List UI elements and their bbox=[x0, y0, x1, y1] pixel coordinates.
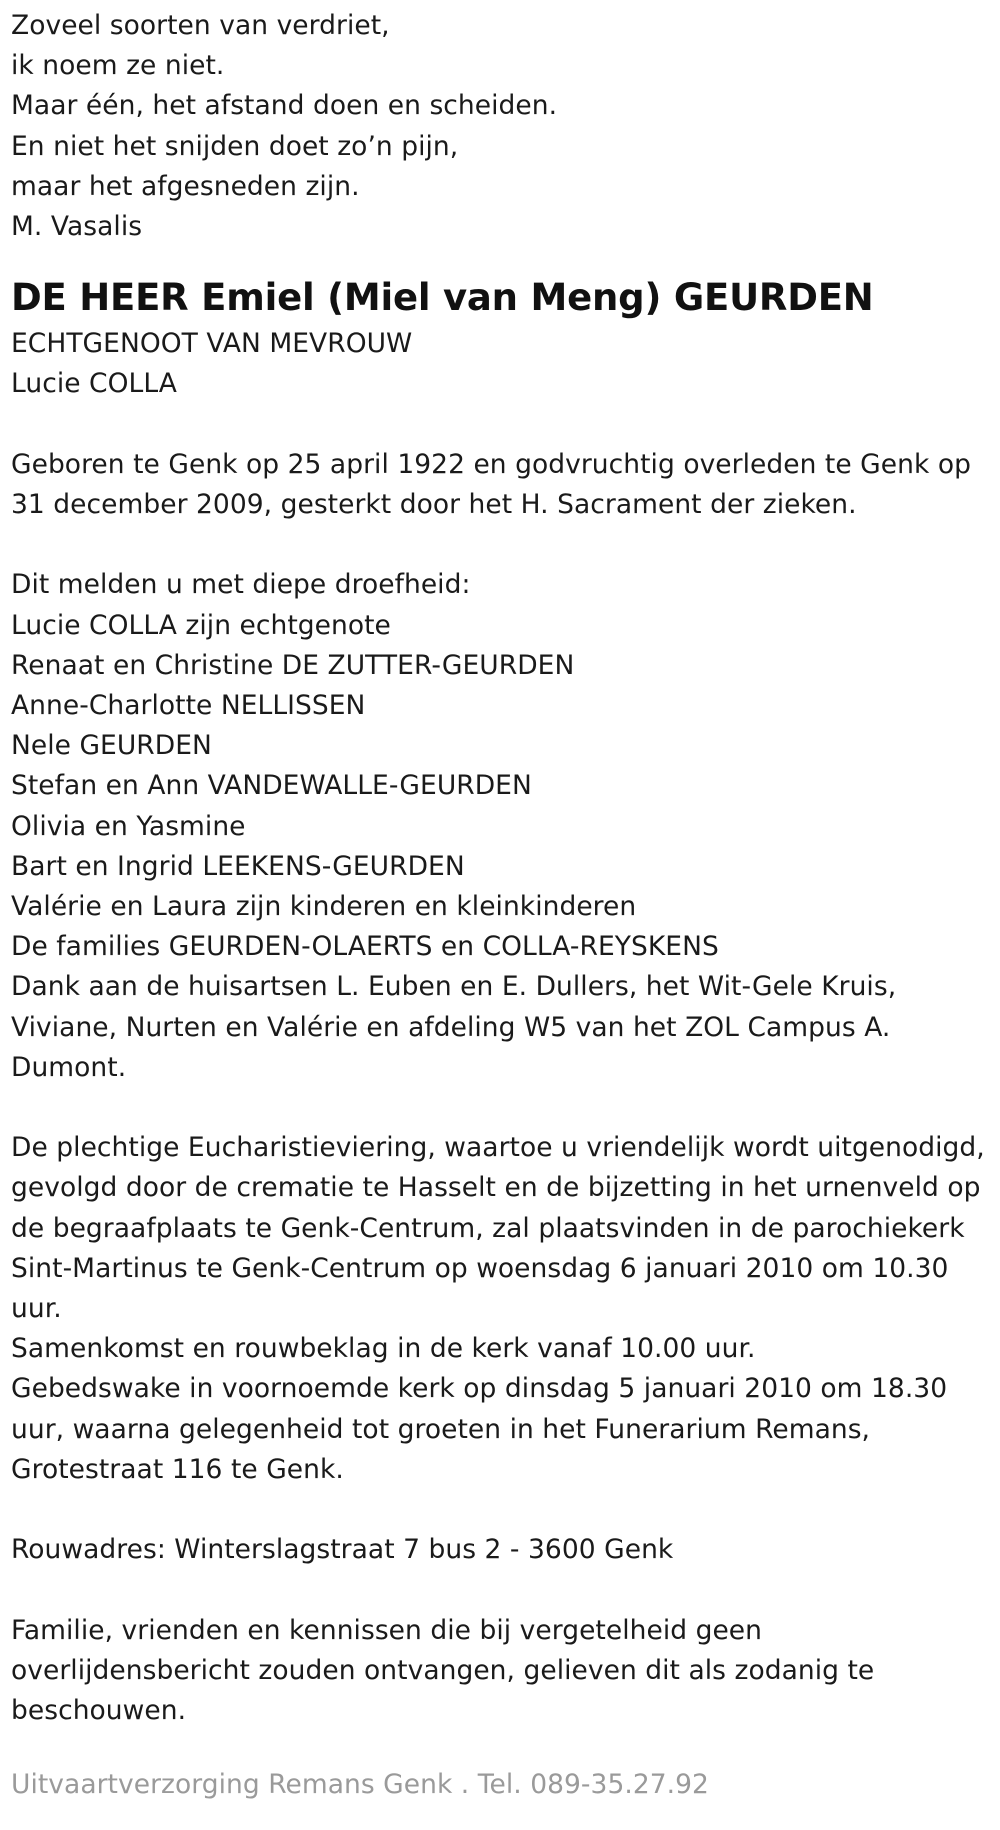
notice-line: Familie, vrienden en kennissen die bij vergetelheid geen bbox=[11, 1614, 763, 1646]
ceremony-line: De plechtige Eucharistieviering, waartoe u vriendelijk wordt uitgenodigd, bbox=[11, 1132, 985, 1164]
mourner-name: Bart en Ingrid LEEKENS-GEURDEN bbox=[11, 850, 465, 882]
spacer bbox=[11, 1731, 996, 1765]
spacer bbox=[11, 405, 996, 445]
paragraph-line: 31 december 2009, gesterkt door het H. Sacrament der zieken. bbox=[11, 489, 857, 521]
spacer bbox=[11, 247, 996, 272]
deceased-relation: ECHTGENOOT VAN MEVROUW bbox=[11, 328, 413, 360]
mourner-name: Olivia en Yasmine bbox=[11, 810, 246, 842]
mourner-name: Renaat en Christine DE ZUTTER-GEURDEN bbox=[11, 649, 575, 681]
poem-line: maar het afgesneden zijn. bbox=[11, 170, 360, 202]
mourner-name: Lucie COLLA zijn echtgenote bbox=[11, 609, 391, 641]
mourners-list bbox=[11, 565, 996, 1088]
poem-author: M. Vasalis bbox=[11, 211, 143, 243]
notice-paragraph bbox=[11, 1611, 996, 1732]
ceremony-line: de begraafplaats te Genk-Centrum, zal plaatsvinden in de parochiekerk bbox=[11, 1212, 965, 1244]
ceremony-line: gevolgd door de crematie te Hasselt en de bijzetting in het urnenveld op bbox=[11, 1172, 981, 1204]
thanks-line: Viviane, Nurten en Valérie en afdeling W5 van het ZOL Campus A. bbox=[11, 1011, 891, 1043]
mourner-name: Anne-Charlotte NELLISSEN bbox=[11, 690, 366, 722]
thanks-line: Dumont. bbox=[11, 1051, 127, 1083]
mourner-name: Valérie en Laura zijn kinderen en kleinkinderen bbox=[11, 891, 637, 923]
mourner-name: Nele GEURDEN bbox=[11, 730, 212, 762]
thanks-line: Dank aan de huisartsen L. Euben en E. Dullers, het Wit-Gele Kruis, bbox=[11, 971, 897, 1003]
mourner-name: De families GEURDEN-OLAERTS en COLLA-REYSKENS bbox=[11, 931, 719, 963]
ceremony-line: Samenkomst en rouwbeklag in de kerk vanaf 10.00 uur. bbox=[11, 1333, 756, 1365]
ceremony-line: Gebedswake in voornoemde kerk op dinsdag 5 januari 2010 om 18.30 bbox=[11, 1373, 948, 1405]
obituary-notice bbox=[11, 6, 996, 1805]
poem-line: Maar één, het afstand doen en scheiden. bbox=[11, 90, 558, 122]
mourner-name: Stefan en Ann VANDEWALLE-GEURDEN bbox=[11, 770, 532, 802]
deceased-name: DE HEER Emiel (Miel van Meng) GEURDEN bbox=[11, 276, 874, 320]
poem-line: Zoveel soorten van verdriet, bbox=[11, 10, 390, 41]
poem-line: En niet het snijden doet zo’n pijn, bbox=[11, 130, 459, 162]
ceremony-line: uur, waarna gelegenheid tot groeten in het Funerarium Remans, bbox=[11, 1413, 871, 1445]
deceased-spouse: Lucie COLLA bbox=[11, 368, 177, 400]
ceremony-line: uur. bbox=[11, 1293, 62, 1325]
ceremony-paragraph bbox=[11, 1128, 996, 1490]
poem bbox=[11, 6, 996, 247]
poem-line: ik noem ze niet. bbox=[11, 50, 225, 82]
paragraph-line: Geboren te Genk op 25 april 1922 en godvruchtig overleden te Genk op bbox=[11, 448, 971, 480]
spacer bbox=[11, 1570, 996, 1610]
spacer bbox=[11, 1490, 996, 1530]
spacer bbox=[11, 525, 996, 565]
birth-death-paragraph bbox=[11, 445, 996, 525]
mourning-address: Rouwadres: Winterslagstraat 7 bus 2 - 3600 Genk bbox=[11, 1534, 674, 1566]
funeral-director-footer: Uitvaartverzorging Remans Genk . Tel. 089-35.27.92 bbox=[11, 1769, 709, 1801]
spacer bbox=[11, 1088, 996, 1128]
mourners-intro: Dit melden u met diepe droefheid: bbox=[11, 569, 471, 601]
deceased-block bbox=[11, 272, 996, 404]
ceremony-line: Sint-Martinus te Genk-Centrum op woensdag 6 januari 2010 om 10.30 bbox=[11, 1252, 949, 1284]
ceremony-line: Grotestraat 116 te Genk. bbox=[11, 1453, 344, 1485]
notice-line: overlijdensbericht zouden ontvangen, gelieven dit als zodanig te bbox=[11, 1654, 875, 1686]
notice-line: beschouwen. bbox=[11, 1695, 187, 1727]
